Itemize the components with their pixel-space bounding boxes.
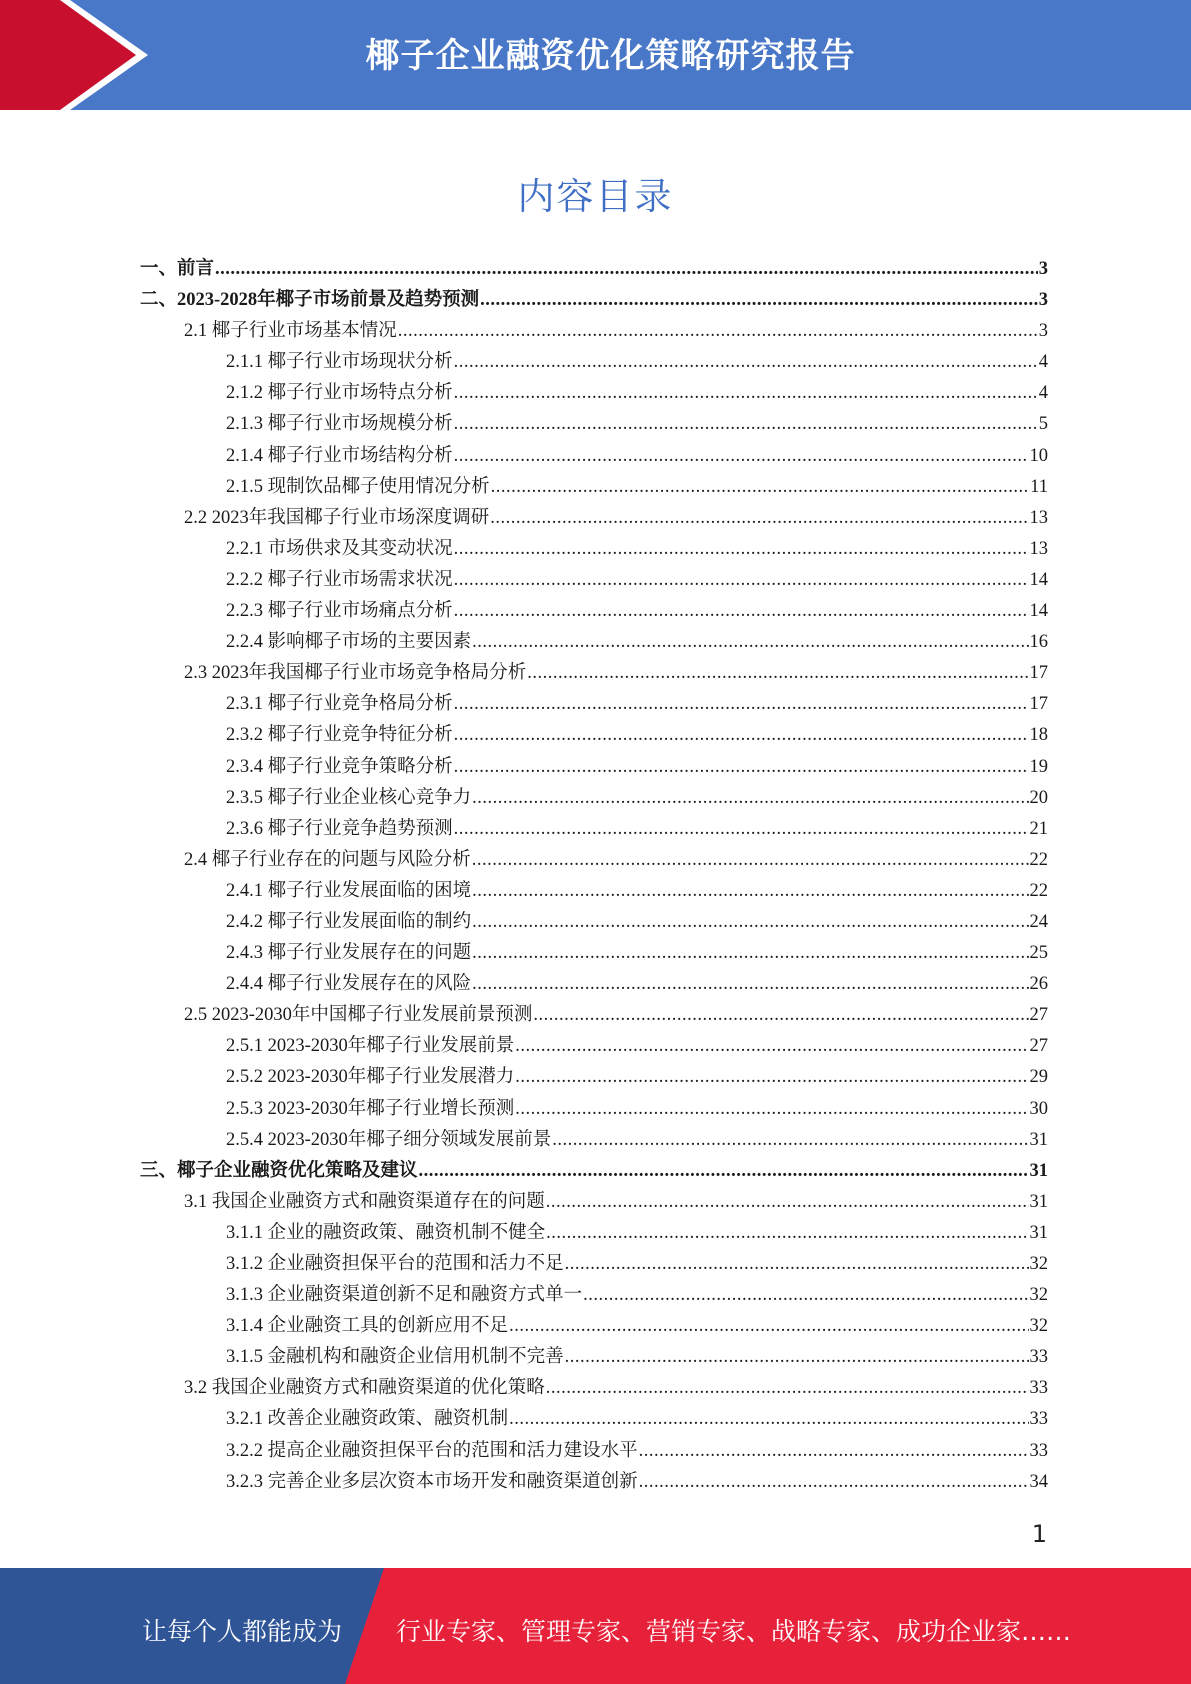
toc-entry-page: 13	[1029, 507, 1048, 528]
toc-entry-page: 33	[1029, 1409, 1048, 1430]
toc-entry-label: 3.1.2 企业融资担保平台的范围和活力不足	[226, 1254, 564, 1274]
toc-dot-leader	[515, 1099, 1028, 1120]
toc-entry[interactable]	[140, 1094, 1048, 1125]
toc-entry-label: 2.1.1 椰子行业市场现状分析	[226, 352, 453, 373]
toc-entry-label: 2.4.4 椰子行业发展存在的风险	[226, 974, 472, 995]
toc-entry-page: 25	[1029, 943, 1048, 964]
toc-entry-label: 3.1 我国企业融资方式和融资渠道存在的问题	[184, 1191, 545, 1212]
toc-dot-leader	[454, 694, 1029, 715]
toc-entry-page: 31	[1029, 1191, 1048, 1212]
toc-entry[interactable]	[140, 378, 1048, 409]
toc-entry-label: 三、椰子企业融资优化策略及建议	[140, 1160, 418, 1181]
toc-entry-label: 2.3.1 椰子行业竞争格局分析	[226, 694, 453, 715]
toc-entry-label: 3.1.1 企业的融资政策、融资机制不健全	[226, 1222, 546, 1243]
toc-dot-leader	[546, 1192, 1029, 1213]
toc-entry[interactable]	[140, 1031, 1048, 1062]
toc-entry-page: 31	[1029, 1160, 1048, 1181]
toc-dot-leader	[509, 1409, 1028, 1430]
toc-dot-leader	[552, 1130, 1028, 1151]
toc-dot-leader	[546, 1223, 1028, 1244]
toc-entry[interactable]	[140, 1342, 1048, 1373]
toc-entry-page: 14	[1029, 569, 1048, 590]
report-title: 椰子企业融资优化策略研究报告	[365, 36, 856, 76]
toc-entry[interactable]	[140, 814, 1048, 845]
toc-entry[interactable]	[140, 316, 1048, 347]
toc-entry-page: 18	[1029, 725, 1048, 746]
toc-dot-leader	[639, 1472, 1029, 1493]
toc-entry-page: 33	[1029, 1378, 1048, 1399]
toc-entry[interactable]	[140, 1000, 1048, 1031]
toc-entry-label: 2.1.2 椰子行业市场特点分析	[226, 383, 453, 404]
toc-entry-page: 24	[1029, 911, 1048, 932]
toc-entry-page: 30	[1029, 1098, 1048, 1119]
toc-entry-label: 2.2.4 影响椰子市场的主要因素	[226, 632, 472, 653]
toc-entry-page: 19	[1029, 756, 1048, 777]
toc-entry-page: 26	[1029, 974, 1048, 995]
toc-entry[interactable]	[140, 1373, 1048, 1404]
toc-entry-label: 2.3 2023年我国椰子行业市场竞争格局分析	[184, 663, 527, 684]
toc-entry[interactable]	[140, 845, 1048, 876]
toc-entry-label: 2.5.1 2023-2030年椰子行业发展前景	[226, 1036, 515, 1057]
toc-entry[interactable]	[140, 1156, 1048, 1187]
toc-entry[interactable]	[140, 472, 1048, 503]
toc-entry-page: 22	[1029, 880, 1048, 901]
toc-entry-label: 2.2.1 市场供求及其变动状况	[226, 538, 453, 559]
toc-entry-label: 2.3.6 椰子行业竞争趋势预测	[226, 818, 453, 839]
report-header-band	[0, 0, 1191, 110]
toc-dot-leader	[515, 1036, 1028, 1057]
toc-entry-page: 21	[1029, 818, 1048, 839]
toc-dot-leader	[398, 321, 1038, 342]
toc-entry[interactable]	[140, 1404, 1048, 1435]
toc-entry-label: 2.4.1 椰子行业发展面临的困境	[226, 880, 472, 901]
toc-dot-leader	[565, 1254, 1029, 1275]
toc-dot-leader	[454, 383, 1038, 404]
toc-entry-page: 16	[1029, 632, 1048, 653]
toc-entry[interactable]	[140, 783, 1048, 814]
toc-entry-label: 3.2.3 完善企业多层次资本市场开发和融资渠道创新	[226, 1471, 638, 1492]
toc-entry-label: 2.5.2 2023-2030年椰子行业发展潜力	[226, 1067, 515, 1088]
toc-dot-leader	[215, 259, 1038, 280]
toc-entry-label: 2.1.4 椰子行业市场结构分析	[226, 445, 453, 466]
toc-dot-leader	[454, 446, 1029, 467]
toc-dot-leader	[565, 1347, 1029, 1368]
toc-entry-label: 2.4 椰子行业存在的问题与风险分析	[184, 849, 471, 870]
page-number: 1	[1031, 1520, 1047, 1548]
toc-entry-label: 2.4.3 椰子行业发展存在的问题	[226, 943, 472, 964]
toc-entry[interactable]	[140, 1062, 1048, 1093]
toc-entry-label: 2.2.2 椰子行业市场需求状况	[226, 569, 453, 590]
footer-slogan-left: 让每个人都能成为	[142, 1617, 343, 1646]
toc-entry[interactable]	[140, 938, 1048, 969]
toc-entry-label: 2.5.4 2023-2030年椰子细分领域发展前景	[226, 1129, 552, 1150]
toc-entry-page: 5	[1038, 414, 1048, 435]
toc-entry-label: 3.2.1 改善企业融资政策、融资机制	[226, 1409, 509, 1430]
toc-entry-label: 二、2023-2028年椰子市场前景及趋势预测	[140, 290, 480, 311]
toc-entry-label: 2.1 椰子行业市场基本情况	[184, 321, 397, 342]
toc-entry-page: 27	[1029, 1005, 1048, 1026]
toc-entry-page: 10	[1029, 445, 1048, 466]
toc-entry[interactable]	[140, 907, 1048, 938]
toc-entry[interactable]	[140, 347, 1048, 378]
toc-entry-label: 2.1.5 现制饮品椰子使用情况分析	[226, 476, 490, 497]
toc-entry-page: 31	[1029, 1222, 1048, 1243]
toc-entry[interactable]	[140, 534, 1048, 565]
toc-dot-leader	[527, 663, 1028, 684]
toc-dot-leader	[454, 757, 1029, 778]
toc-entry-page: 14	[1029, 601, 1048, 622]
toc-heading: 内容目录	[517, 175, 674, 218]
toc-entry-page: 13	[1029, 538, 1048, 559]
toc-entry-label: 2.3.5 椰子行业企业核心竞争力	[226, 787, 472, 808]
toc-entry[interactable]	[140, 720, 1048, 751]
toc-entry-page: 34	[1029, 1471, 1048, 1492]
toc-dot-leader	[472, 881, 1028, 902]
toc-entry-page: 17	[1029, 694, 1048, 715]
toc-entry-label: 2.1.3 椰子行业市场规模分析	[226, 414, 453, 435]
toc-dot-leader	[480, 290, 1038, 311]
toc-entry-page: 3	[1038, 259, 1048, 279]
toc-entry-page: 31	[1029, 1129, 1048, 1150]
toc-entry-label: 3.1.5 金融机构和融资企业信用机制不完善	[226, 1347, 564, 1368]
toc-entry[interactable]	[140, 876, 1048, 907]
toc-dot-leader	[454, 352, 1038, 373]
toc-entry-label: 3.2 我国企业融资方式和融资渠道的优化策略	[184, 1378, 545, 1399]
toc-entry-page: 20	[1029, 787, 1048, 808]
toc-dot-leader	[454, 725, 1029, 746]
toc-entry-page: 29	[1029, 1067, 1048, 1088]
toc-dot-leader	[490, 508, 1028, 529]
toc-dot-leader	[533, 1005, 1028, 1026]
toc-dot-leader	[472, 632, 1028, 653]
toc-entry-label: 3.2.2 提高企业融资担保平台的范围和活力建设水平	[226, 1440, 638, 1461]
toc-dot-leader	[509, 1316, 1028, 1337]
toc-entry[interactable]	[140, 503, 1048, 534]
toc-entry-page: 33	[1029, 1347, 1048, 1368]
toc-entry-label: 2.3.4 椰子行业竞争策略分析	[226, 756, 453, 777]
toc-entry-page: 3	[1038, 321, 1048, 342]
toc-dot-leader	[454, 414, 1038, 435]
toc-entry-page: 32	[1029, 1316, 1048, 1337]
toc-entry[interactable]	[140, 752, 1048, 783]
toc-dot-leader	[546, 1378, 1029, 1399]
toc-entry-page: 22	[1029, 849, 1048, 870]
table-of-contents	[140, 254, 1048, 1498]
toc-entry-label: 2.2.3 椰子行业市场痛点分析	[226, 601, 453, 622]
toc-entry-label: 2.5 2023-2030年中国椰子行业发展前景预测	[184, 1005, 533, 1026]
toc-dot-leader	[454, 539, 1029, 560]
toc-entry-page: 4	[1038, 383, 1048, 404]
toc-entry[interactable]	[140, 285, 1048, 316]
toc-entry[interactable]	[140, 1125, 1048, 1156]
toc-dot-leader	[491, 477, 1030, 498]
toc-entry-page: 27	[1029, 1036, 1048, 1057]
toc-entry-page: 32	[1029, 1254, 1048, 1274]
toc-dot-leader	[454, 601, 1029, 622]
toc-entry[interactable]	[140, 565, 1048, 596]
footer-banner	[0, 1568, 1191, 1684]
footer-slogan-right: 行业专家、管理专家、营销专家、战略专家、成功企业家……	[396, 1617, 1072, 1646]
toc-entry[interactable]	[140, 596, 1048, 627]
toc-dot-leader	[583, 1285, 1028, 1306]
toc-entry-label: 2.3.2 椰子行业竞争特征分析	[226, 725, 453, 746]
toc-entry[interactable]	[140, 1467, 1048, 1498]
toc-entry[interactable]	[140, 1187, 1048, 1218]
toc-dot-leader	[639, 1441, 1029, 1462]
toc-entry[interactable]	[140, 1249, 1048, 1280]
toc-entry[interactable]	[140, 441, 1048, 472]
toc-entry[interactable]	[140, 658, 1048, 689]
toc-entry[interactable]	[140, 627, 1048, 658]
toc-dot-leader	[515, 1067, 1028, 1088]
toc-dot-leader	[472, 943, 1028, 964]
toc-entry-label: 一、前言	[140, 259, 215, 279]
toc-entry[interactable]	[140, 969, 1048, 1000]
toc-entry[interactable]	[140, 1311, 1048, 1342]
toc-entry-label: 3.1.4 企业融资工具的创新应用不足	[226, 1316, 509, 1337]
toc-entry[interactable]	[140, 1218, 1048, 1249]
toc-entry-label: 2.5.3 2023-2030年椰子行业增长预测	[226, 1098, 515, 1119]
toc-entry-page: 33	[1029, 1440, 1048, 1461]
toc-dot-leader	[454, 570, 1029, 591]
toc-entry[interactable]	[140, 1280, 1048, 1311]
toc-dot-leader	[472, 850, 1029, 871]
toc-entry[interactable]	[140, 409, 1048, 440]
toc-entry-page: 32	[1029, 1285, 1048, 1306]
toc-dot-leader	[472, 788, 1028, 809]
toc-entry-label: 2.4.2 椰子行业发展面临的制约	[226, 911, 472, 932]
toc-entry[interactable]	[140, 689, 1048, 720]
toc-dot-leader	[472, 974, 1028, 995]
toc-dot-leader	[472, 912, 1028, 933]
toc-entry-label: 2.2 2023年我国椰子行业市场深度调研	[184, 507, 490, 528]
toc-entry[interactable]	[140, 1436, 1048, 1467]
toc-dot-leader	[454, 819, 1029, 840]
toc-entry-page: 4	[1038, 352, 1048, 373]
toc-entry-page: 3	[1038, 290, 1048, 311]
toc-entry-label: 3.1.3 企业融资渠道创新不足和融资方式单一	[226, 1285, 583, 1306]
toc-entry-page: 17	[1029, 663, 1048, 684]
toc-entry-page: 11	[1030, 476, 1048, 497]
toc-entry[interactable]	[140, 254, 1048, 285]
toc-dot-leader	[419, 1161, 1029, 1182]
